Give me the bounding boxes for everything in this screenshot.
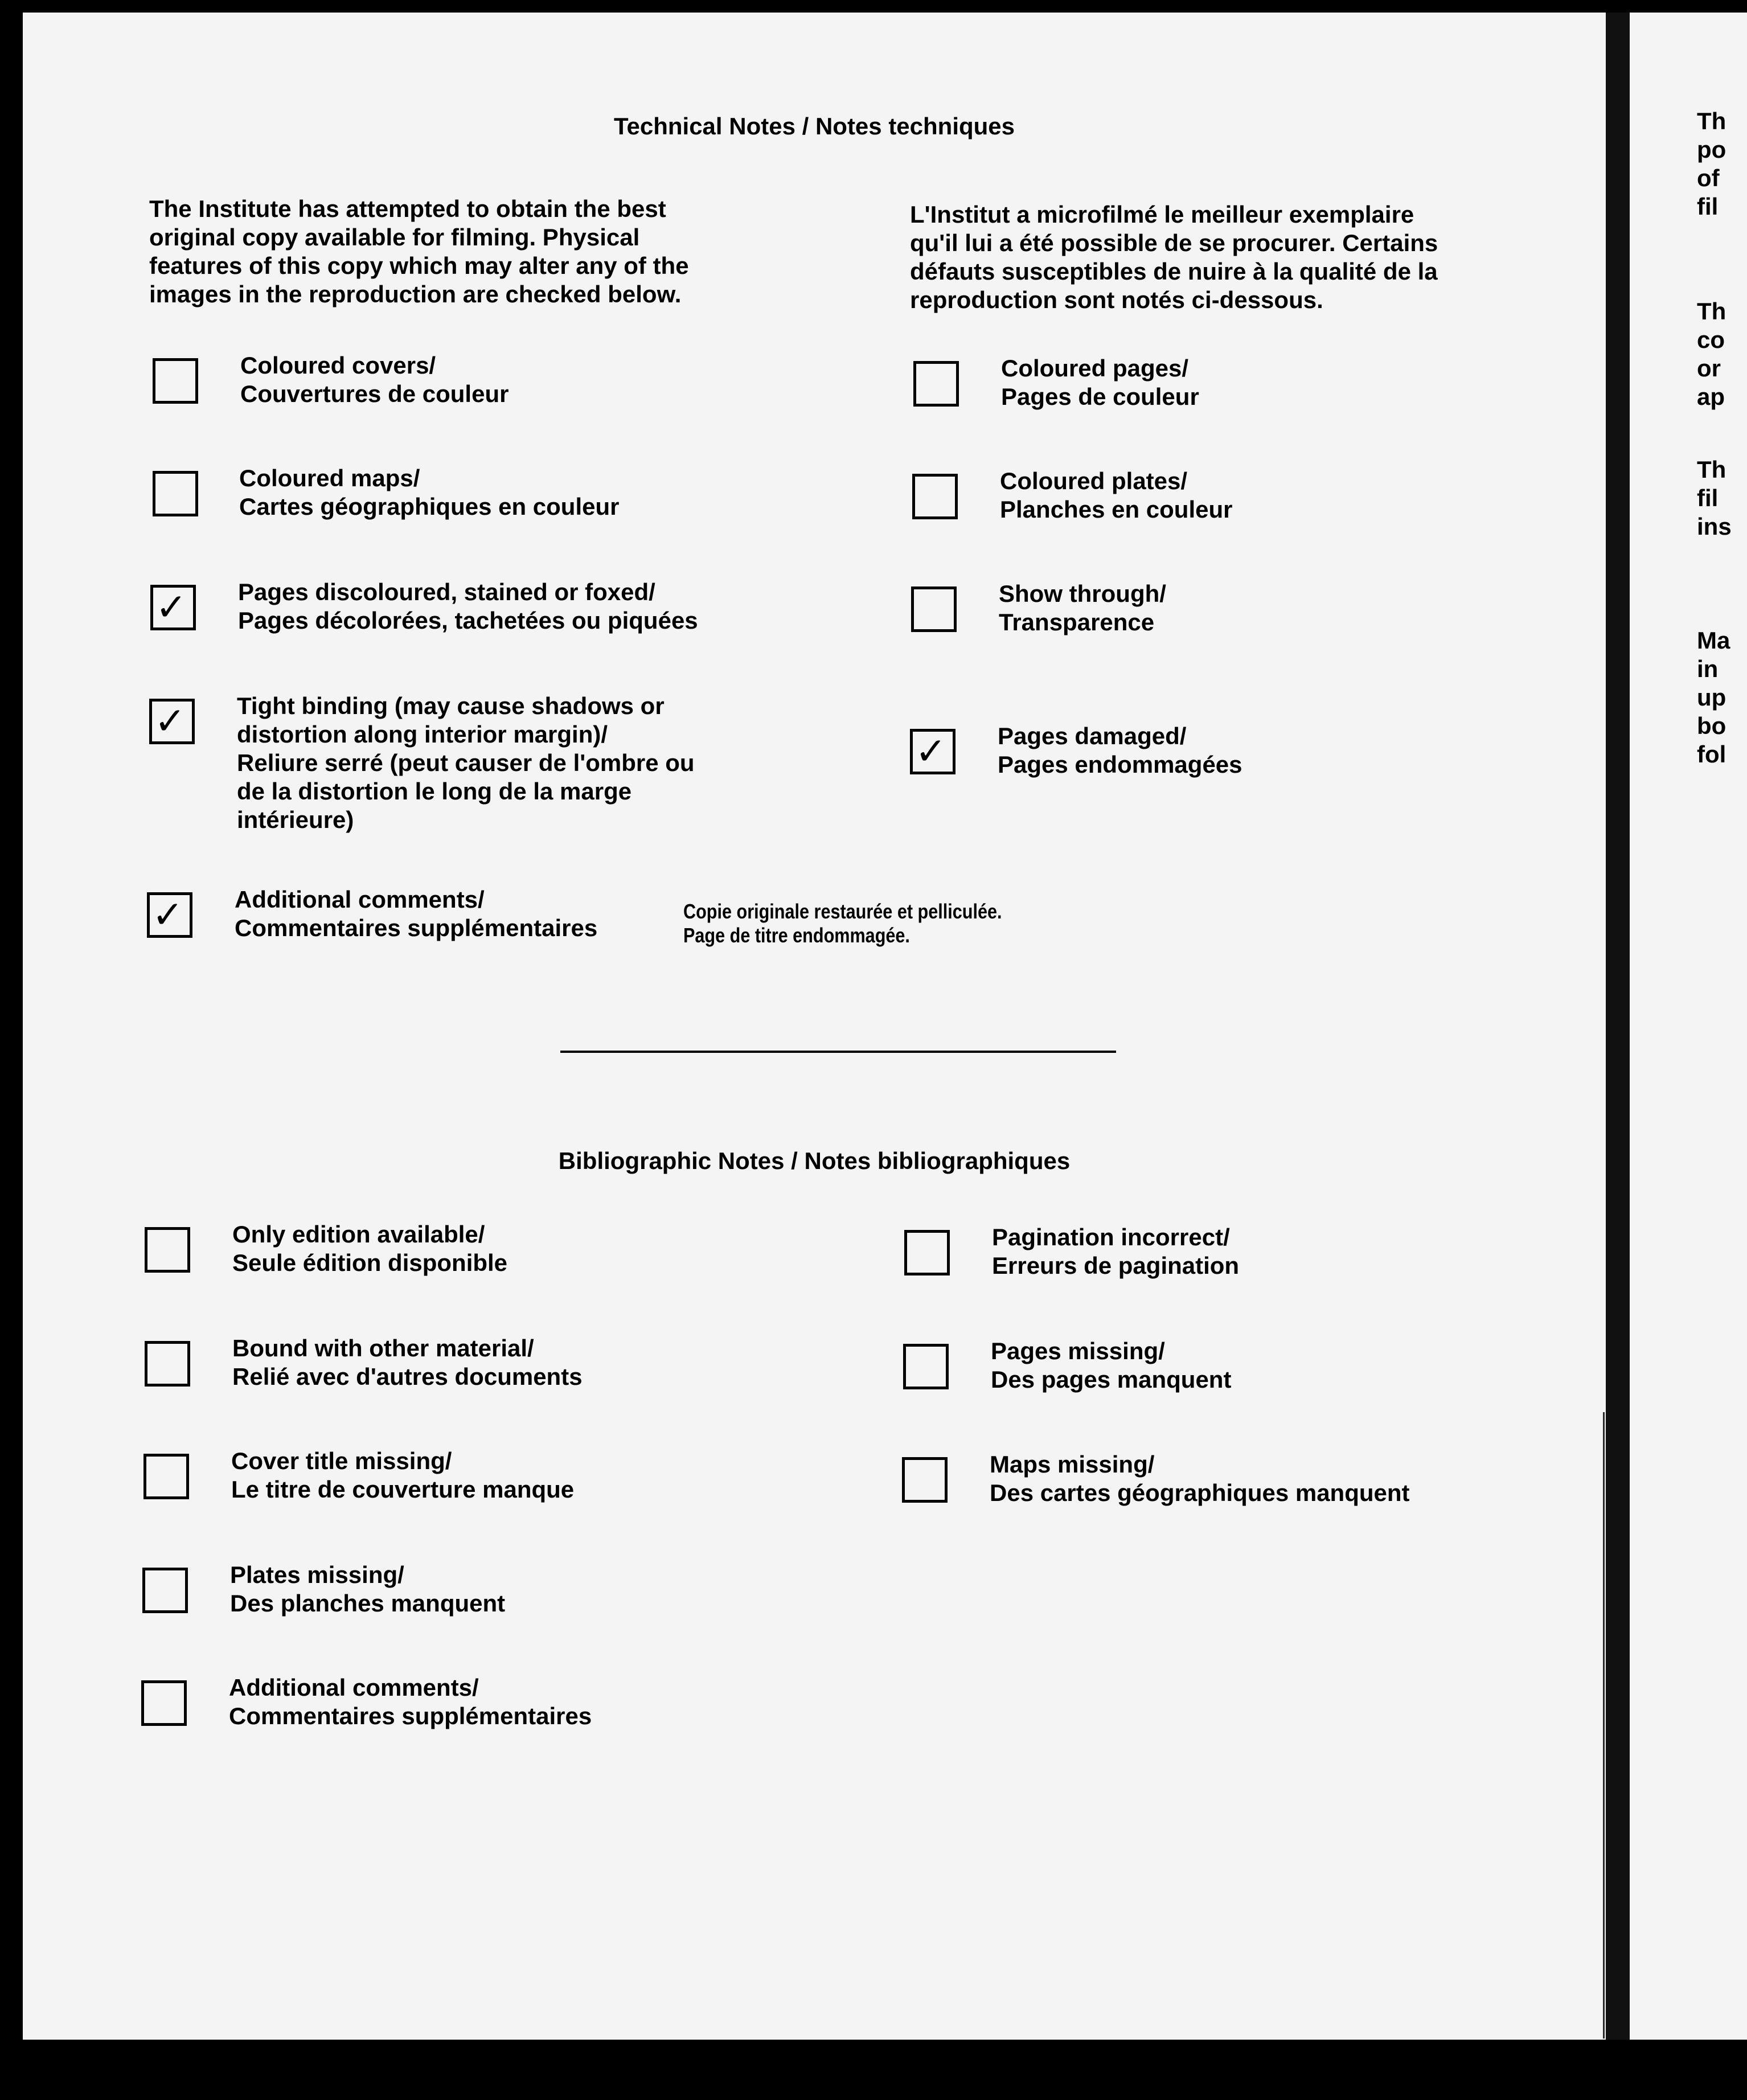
- checkbox-maps-missing[interactable]: [902, 1457, 948, 1503]
- label-line: Pages décolorées, tachetées ou piquées: [238, 607, 698, 634]
- label-line: Pages damaged/: [998, 723, 1187, 749]
- label-line: Cover title missing/: [231, 1447, 452, 1474]
- comment-line: Page de titre endommagée.: [683, 924, 910, 947]
- label-line: Coloured plates/: [1000, 467, 1188, 494]
- fragment-line: fil: [1697, 193, 1719, 220]
- label-cover-title-missing: [231, 1447, 574, 1504]
- intro-french: [910, 200, 1438, 314]
- page-gutter: [1606, 13, 1630, 2040]
- label-line: Bound with other material/: [232, 1335, 534, 1361]
- label-line: Commentaires supplémentaires: [229, 1703, 592, 1729]
- scanned-page: [23, 13, 1606, 2040]
- checkbox-pages-missing[interactable]: [903, 1344, 949, 1389]
- label-additional-comments-bibliographic: [229, 1674, 592, 1730]
- checkbox-coloured-pages[interactable]: [913, 361, 959, 407]
- label-pagination-incorrect: [992, 1223, 1239, 1280]
- checkbox-show-through[interactable]: [911, 586, 957, 632]
- label-line: Tight binding (may cause shadows or: [237, 692, 665, 719]
- checkbox-coloured-maps[interactable]: [153, 471, 198, 516]
- label-line: Additional comments/: [229, 1674, 479, 1701]
- bibliographic-notes-title: Bibliographic Notes / Notes bibliographiques: [558, 1147, 1071, 1174]
- fragment-line: co: [1697, 326, 1725, 353]
- fragment-line: ap: [1697, 383, 1725, 410]
- intro-line: original copy available for filming. Physical: [149, 224, 640, 251]
- technical-notes-title: Technical Notes / Notes techniques: [613, 113, 1015, 140]
- label-pages-damaged: [998, 722, 1242, 779]
- label-line: Couvertures de couleur: [240, 380, 509, 407]
- label-line: Planches en couleur: [1000, 496, 1233, 523]
- label-line: Pages endommagées: [998, 751, 1242, 778]
- check-mark-icon: ✓: [915, 729, 947, 773]
- label-coloured-pages: [1001, 354, 1199, 411]
- label-line: Coloured pages/: [1001, 355, 1189, 382]
- adjacent-text-block: [1697, 297, 1726, 411]
- intro-line: L'Institut a microfilmé le meilleur exemplaire: [910, 201, 1414, 228]
- adjacent-text-block: [1697, 107, 1726, 221]
- checkbox-pages-discoloured[interactable]: [150, 585, 196, 630]
- adjacent-text-block: [1697, 456, 1732, 541]
- label-show-through: [999, 580, 1166, 637]
- label-pages-discoloured: [238, 578, 698, 635]
- fragment-line: in: [1697, 655, 1719, 682]
- label-line: Maps missing/: [990, 1451, 1155, 1478]
- check-mark-icon: ✓: [154, 699, 186, 743]
- checkbox-cover-title-missing[interactable]: [143, 1454, 189, 1499]
- label-line: Show through/: [999, 580, 1166, 607]
- label-coloured-maps: [239, 464, 620, 521]
- label-tight-binding: [237, 692, 695, 834]
- fragment-line: ins: [1697, 513, 1732, 540]
- label-line: Coloured maps/: [239, 465, 420, 491]
- intro-line: défauts susceptibles de nuire à la qualité de la: [910, 258, 1438, 285]
- checkbox-coloured-covers[interactable]: [153, 358, 198, 404]
- label-line: Coloured covers/: [240, 352, 436, 379]
- label-line: Le titre de couverture manque: [231, 1476, 575, 1503]
- fragment-line: Th: [1697, 298, 1727, 325]
- fragment-line: fol: [1697, 741, 1727, 768]
- label-line: Relié avec d'autres documents: [232, 1363, 583, 1390]
- label-line: intérieure): [237, 806, 354, 833]
- label-line: Only edition available/: [232, 1221, 485, 1248]
- fragment-line: po: [1697, 136, 1727, 163]
- label-line: Des cartes géographiques manquent: [990, 1479, 1410, 1506]
- fragment-line: of: [1697, 165, 1720, 191]
- label-line: Des pages manquent: [991, 1366, 1232, 1393]
- label-line: Seule édition disponible: [232, 1249, 508, 1276]
- label-line: Transparence: [999, 609, 1155, 635]
- intro-line: reproduction sont notés ci-dessous.: [910, 286, 1323, 313]
- fragment-line: Th: [1697, 456, 1727, 483]
- label-line: Pagination incorrect/: [992, 1224, 1230, 1250]
- intro-english: [149, 195, 689, 309]
- label-line: distortion along interior margin)/: [237, 721, 608, 748]
- label-line: de la distortion le long de la marge: [237, 778, 632, 805]
- label-pages-missing: [991, 1337, 1231, 1394]
- checkbox-coloured-plates[interactable]: [912, 474, 958, 519]
- label-line: Cartes géographiques en couleur: [239, 493, 620, 520]
- label-coloured-covers: [240, 351, 508, 408]
- label-line: Pages missing/: [991, 1338, 1165, 1364]
- fragment-line: up: [1697, 684, 1727, 711]
- fragment-line: Th: [1697, 108, 1727, 134]
- checkbox-bound-with[interactable]: [145, 1341, 190, 1387]
- intro-line: The Institute has attempted to obtain the best: [149, 195, 666, 222]
- checkbox-tight-binding[interactable]: [149, 699, 195, 744]
- adjacent-text-block: [1697, 626, 1730, 769]
- label-line: Additional comments/: [235, 886, 485, 913]
- check-mark-icon: ✓: [155, 585, 187, 629]
- intro-line: images in the reproduction are checked below.: [149, 281, 682, 307]
- gutter-edge-line: [1603, 1412, 1605, 2039]
- label-only-edition: [232, 1220, 507, 1277]
- label-line: Commentaires supplémentaires: [235, 914, 598, 941]
- fragment-line: Ma: [1697, 627, 1730, 654]
- checkbox-additional-comments-bibliographic[interactable]: [141, 1680, 187, 1726]
- label-bound-with: [232, 1334, 583, 1391]
- fragment-line: or: [1697, 355, 1721, 382]
- label-line: Des planches manquent: [230, 1590, 506, 1617]
- checkbox-only-edition[interactable]: [145, 1227, 190, 1273]
- checkbox-pagination-incorrect[interactable]: [904, 1230, 950, 1275]
- adjacent-page: [1630, 13, 1747, 2040]
- checkbox-additional-comments-technical[interactable]: [147, 892, 192, 938]
- checkbox-plates-missing[interactable]: [142, 1568, 188, 1613]
- label-additional-comments-technical: [235, 885, 597, 942]
- label-line: Plates missing/: [230, 1561, 404, 1588]
- label-line: Pages de couleur: [1001, 383, 1199, 410]
- intro-line: qu'il lui a été possible de se procurer. Certains: [910, 229, 1438, 256]
- fragment-line: fil: [1697, 485, 1719, 511]
- fragment-line: bo: [1697, 712, 1727, 739]
- label-plates-missing: [230, 1561, 505, 1618]
- label-line: Pages discoloured, stained or foxed/: [238, 579, 655, 605]
- checkbox-pages-damaged[interactable]: [910, 729, 955, 774]
- check-mark-icon: ✓: [152, 893, 184, 937]
- label-line: Erreurs de pagination: [992, 1252, 1240, 1279]
- section-divider: [560, 1051, 1116, 1053]
- label-line: Reliure serré (peut causer de l'ombre ou: [237, 749, 695, 776]
- comment-line: Copie originale restaurée et pelliculée.: [683, 900, 1002, 923]
- additional-comment-text: [683, 900, 1002, 948]
- label-maps-missing: [990, 1450, 1410, 1507]
- intro-line: features of this copy which may alter any of the: [149, 252, 689, 279]
- label-coloured-plates: [1000, 467, 1232, 524]
